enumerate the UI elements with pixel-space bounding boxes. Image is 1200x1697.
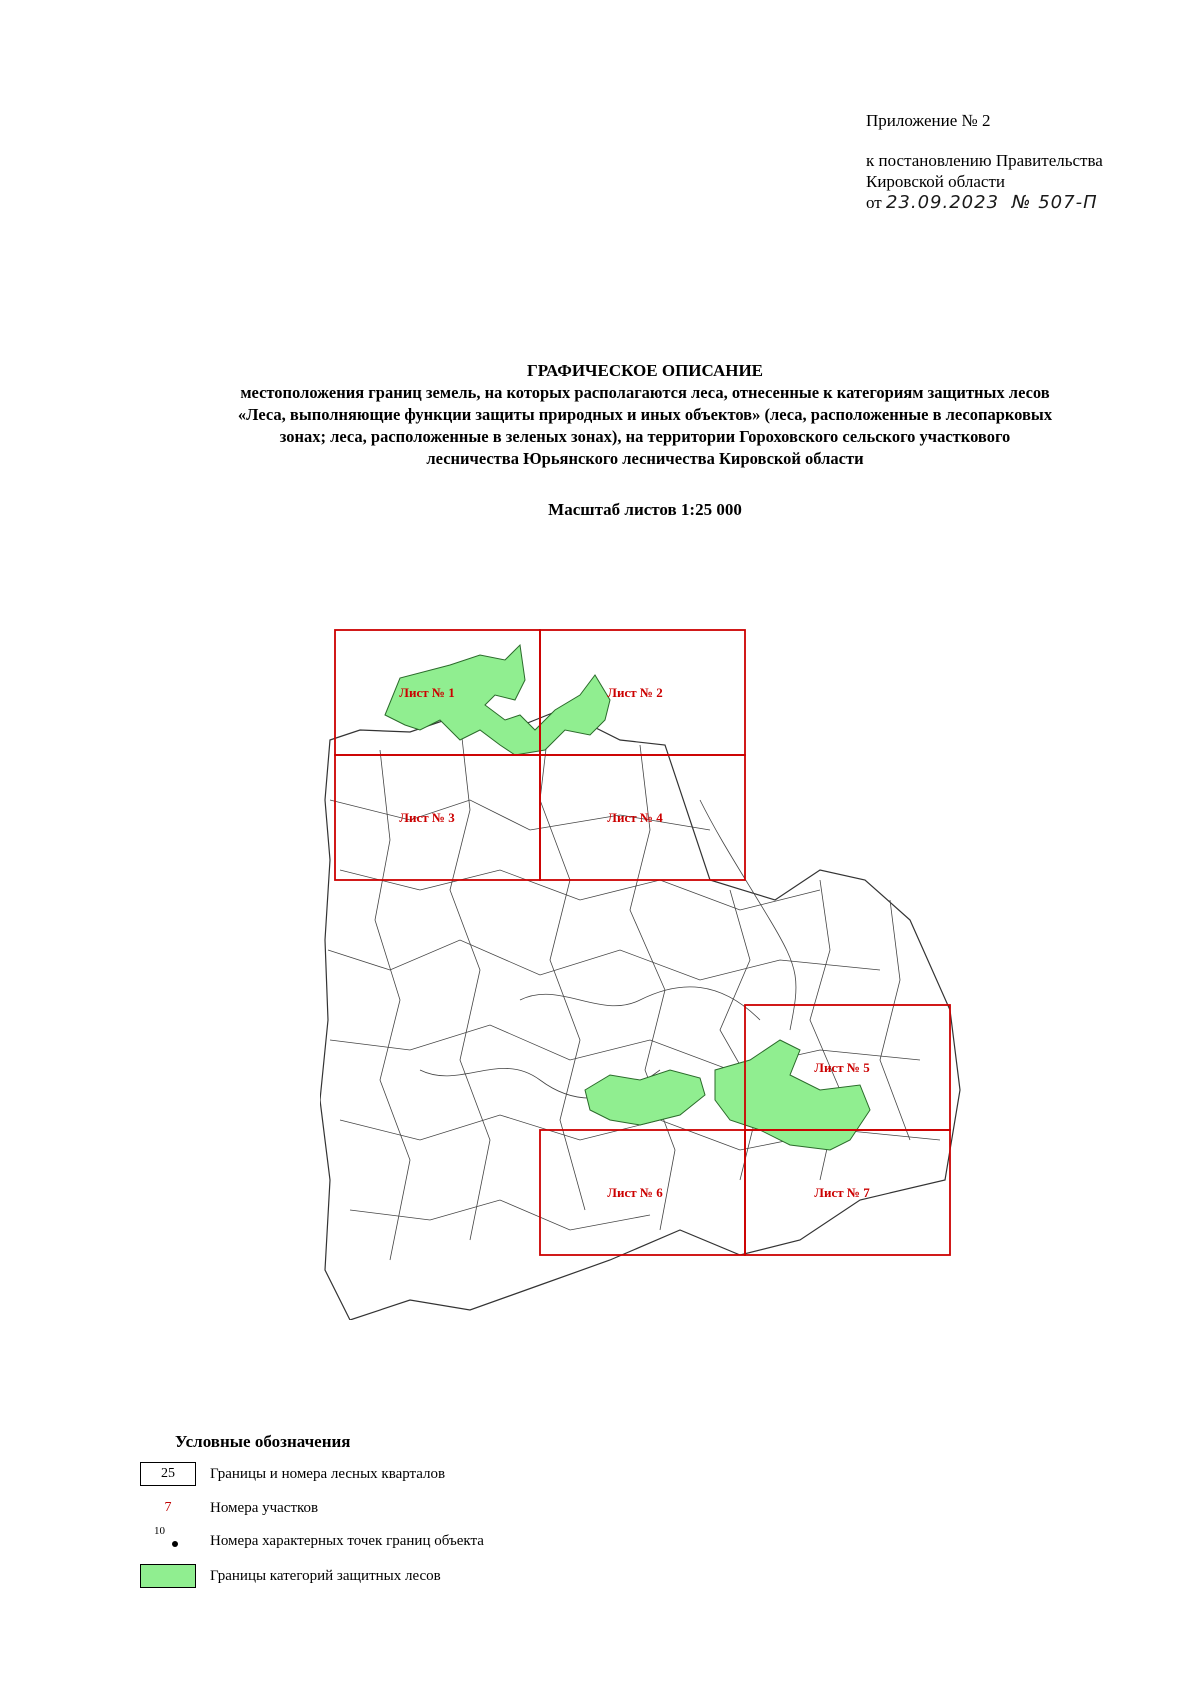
protective-forest-symbol xyxy=(140,1564,196,1588)
appendix-region: Кировской области xyxy=(866,172,1005,191)
legend-label-plots: Номера участков xyxy=(210,1499,319,1516)
sheet-4-label: Лист № 4 xyxy=(607,810,663,825)
sheet-7-label: Лист № 7 xyxy=(814,1185,870,1200)
boundary-point-dot xyxy=(172,1541,178,1547)
title-heading: ГРАФИЧЕСКОЕ ОПИСАНИЕ xyxy=(526,361,764,380)
boundary-point-symbol xyxy=(140,1525,196,1553)
decree-number: № 507-П xyxy=(1011,192,1098,213)
legend-item-protective-forest xyxy=(140,1563,441,1589)
legend-title: Условные обозначения xyxy=(175,1432,351,1451)
title-line-1: местоположения границ земель, на которых располагаются леса, отнесенные к категориям защитных лесов xyxy=(240,383,1050,402)
legend-item-points xyxy=(140,1525,484,1554)
sheet-3-label: Лист № 3 xyxy=(399,810,455,825)
forest-area-south-7 xyxy=(715,1040,870,1150)
appendix-header xyxy=(866,110,1103,213)
legend-item-quarters xyxy=(140,1461,446,1487)
protective-forest-areas xyxy=(385,645,870,1150)
date-prefix: от xyxy=(866,193,882,212)
forest-map xyxy=(320,620,970,1320)
title-line-4: лесничества Юрьянского лесничества Кировской области xyxy=(426,449,864,468)
sheet-6-label: Лист № 6 xyxy=(607,1185,663,1200)
boundary-point-number: 10 xyxy=(154,1525,165,1537)
document-title xyxy=(130,360,1160,470)
decree-date: 23.09.2023 xyxy=(885,192,1000,213)
map-scale: Масштаб листов 1:25 000 xyxy=(548,500,742,519)
plot-number-symbol: 7 xyxy=(164,1500,172,1515)
quarter-boundaries xyxy=(328,715,940,1260)
legend-item-plots xyxy=(140,1495,319,1521)
appendix-date-line xyxy=(866,192,1103,213)
territory-outline xyxy=(320,710,960,1320)
sheet-2-label: Лист № 2 xyxy=(607,685,663,700)
forest-area-south-6 xyxy=(585,1070,705,1125)
sheet-5-label: Лист № 5 xyxy=(814,1060,870,1075)
legend-label-points: Номера характерных точек границ объекта xyxy=(210,1532,484,1549)
appendix-number: Приложение № 2 xyxy=(866,111,991,130)
title-line-2: «Леса, выполняющие функции защиты природных и иных объектов» (леса, расположенные в лесопарковых xyxy=(237,405,1053,424)
legend-label-quarters: Границы и номера лесных кварталов xyxy=(210,1465,446,1482)
title-line-3: зонах; леса, расположенные в зеленых зонах), на территории Гороховского сельского участкового xyxy=(279,427,1011,446)
sheet-1-label: Лист № 1 xyxy=(399,685,455,700)
legend-label-protective-forest: Границы категорий защитных лесов xyxy=(210,1567,441,1584)
quarter-number-symbol: 25 xyxy=(140,1462,196,1486)
appendix-decree: к постановлению Правительства xyxy=(866,151,1103,170)
forest-area-north xyxy=(385,645,610,755)
